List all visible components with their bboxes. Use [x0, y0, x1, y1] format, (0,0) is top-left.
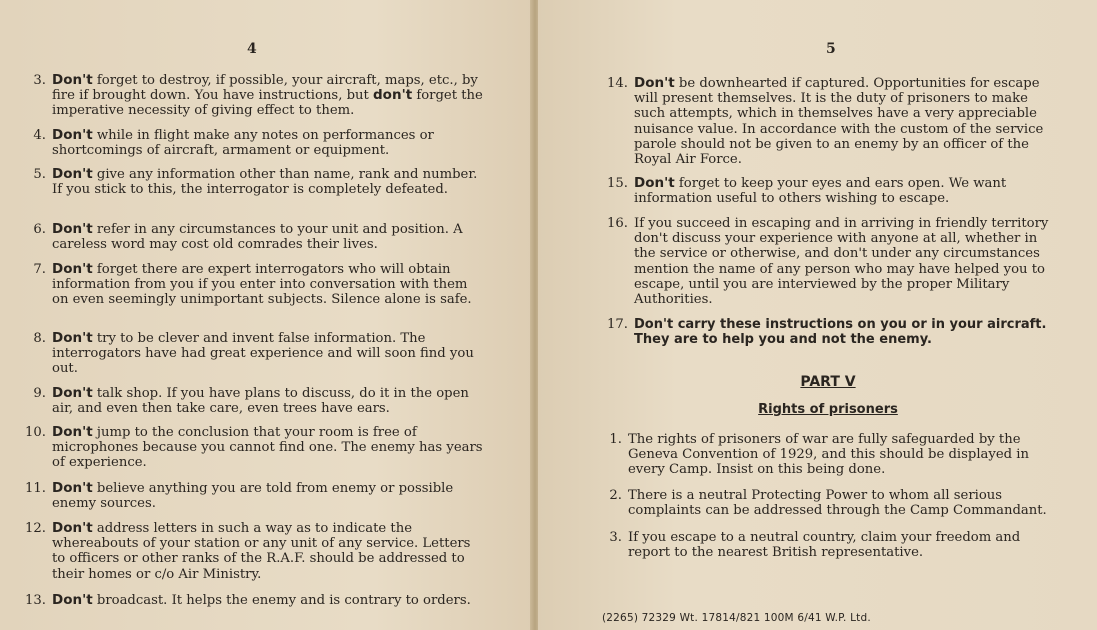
list-item: 10. Don't jump to the conclusion that your room is free of microphones because you cannot find one. The enemy has years of experience. [25, 424, 483, 471]
list-item: 17. Don't carry these instructions on you or in your aircraft. They are to help you and not the enemy. [607, 317, 1047, 348]
list-item: 16. If you succeed in escaping and in arriving in friendly territory don't discuss your experience with anyone at all, whether in the service or otherwise, and don't under any circumstances mention the name of any person who may have helped you to escape, until you are interviewed by the proper Military Authorities. [607, 216, 1049, 308]
list-item: 4. Don't while in flight make any notes on performances or shortcomings of aircraft, armament or equipment. [33, 127, 434, 159]
list-item: 3. If you escape to a neutral country, claim your freedom and report to the nearest British representative. [609, 530, 1021, 561]
part-heading: PART V [800, 374, 856, 390]
left-page [0, 0, 532, 630]
list-item: 13. Don't broadcast. It helps the enemy and is contrary to orders. [25, 592, 471, 608]
list-item: 2. There is a neutral Protecting Power to whom all serious complaints can be addressed through the Camp Commandant. [609, 488, 1047, 519]
list-item: 15. Don't forget to keep your eyes and ears open. We want information useful to others wishing to escape. [607, 175, 1007, 207]
list-item: 11. Don't believe anything you are told from enemy or possible enemy sources. [25, 480, 454, 512]
list-item: 9. Don't talk shop. If you have plans to discuss, do it in the open air, and even then take care, even trees have ears. [33, 385, 469, 417]
page-number: 5 [826, 41, 836, 57]
print-footer: (2265) 72329 Wt. 17814/821 100M 6/41 W.P. Ltd. [602, 612, 871, 624]
list-item: 6. Don't refer in any circumstances to your unit and position. A careless word may cost old comrades their lives. [33, 221, 463, 253]
list-item: 7. Don't forget there are expert interrogators who will obtain information from you if you enter into conversation with them on even seemingly unimportant subjects. Silence alone is safe. [33, 261, 472, 308]
list-item: 12. Don't address letters in such a way as to indicate the whereabouts of your station or any unit of any service. Letters to officers or other ranks of the R.A.F. should be addressed to their homes or c/o Air Ministry. [25, 520, 471, 582]
right-page [538, 0, 1097, 630]
section-heading: Rights of prisoners [758, 402, 898, 417]
page-number: 4 [247, 41, 257, 57]
list-item: 3. Don't forget to destroy, if possible, your aircraft, maps, etc., by fire if brought down. You have instructions, but don't forget the imperative necessity of giving effect to them. [33, 72, 483, 119]
list-item: 1. The rights of prisoners of war are fully safeguarded by the Geneva Convention of 1929, and this should be displayed in every Camp. Insist on this being done. [609, 432, 1030, 478]
list-item: 5. Don't give any information other than name, rank and number. If you stick to this, the interrogator is completely defeated. [33, 166, 478, 198]
list-item: 8. Don't try to be clever and invent false information. The interrogators have had great experience and will soon find you out. [33, 330, 474, 377]
list-item: 14. Don't be downhearted if captured. Opportunities for escape will present themselves. It is the duty of prisoners to make such attempts, which in themselves have a very appreciable nuisance value. In accordance with the custom of the service parole should not be given to an enemy by an officer of the Royal Air Force. [607, 75, 1044, 168]
